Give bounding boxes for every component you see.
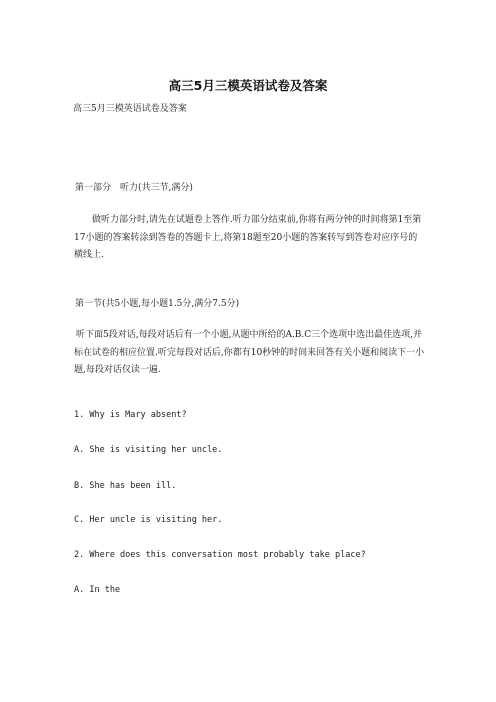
document-subtitle: 高三5月三模英语试卷及答案 <box>73 104 187 114</box>
question-1-option-c: C. Her uncle is visiting her. <box>74 515 223 525</box>
section1-instructions: 听下面5段对话,每段对话后有一个小题,从题中所给的A.B.C三个选项中选出最佳选项,并标在试卷的相应位置.听完每段对话后,你都有10秒钟的时间来回答有关小题和阅读下一小题,每段对话仅读一遍. <box>74 330 425 375</box>
part1-heading: 第一部分 听力(共三节,满分) <box>75 183 193 193</box>
part1-instructions: 做听力部分时,请先在试题卷上答作.听力部分结束前,你将有两分钟的时间将第1至第17小题的答案转涂到答卷的答题卡上,将第18题至20小题的答案转写到答卷对应序号的横线上. <box>74 215 422 260</box>
question-2: 2. Where does this conversation most probably take place? <box>74 550 366 560</box>
question-1: 1. Why is Mary absent? <box>74 410 187 420</box>
question-1-option-b: B. She has been ill. <box>74 481 177 491</box>
section1-heading: 第一节(共5小题,每小题1.5分,满分7.5分) <box>75 299 240 309</box>
question-2-option-a: A. In the <box>74 585 121 595</box>
question-1-option-a: A. She is visiting her uncle. <box>74 445 223 455</box>
document-title: 高三5月三模英语试卷及答案 <box>168 78 328 93</box>
